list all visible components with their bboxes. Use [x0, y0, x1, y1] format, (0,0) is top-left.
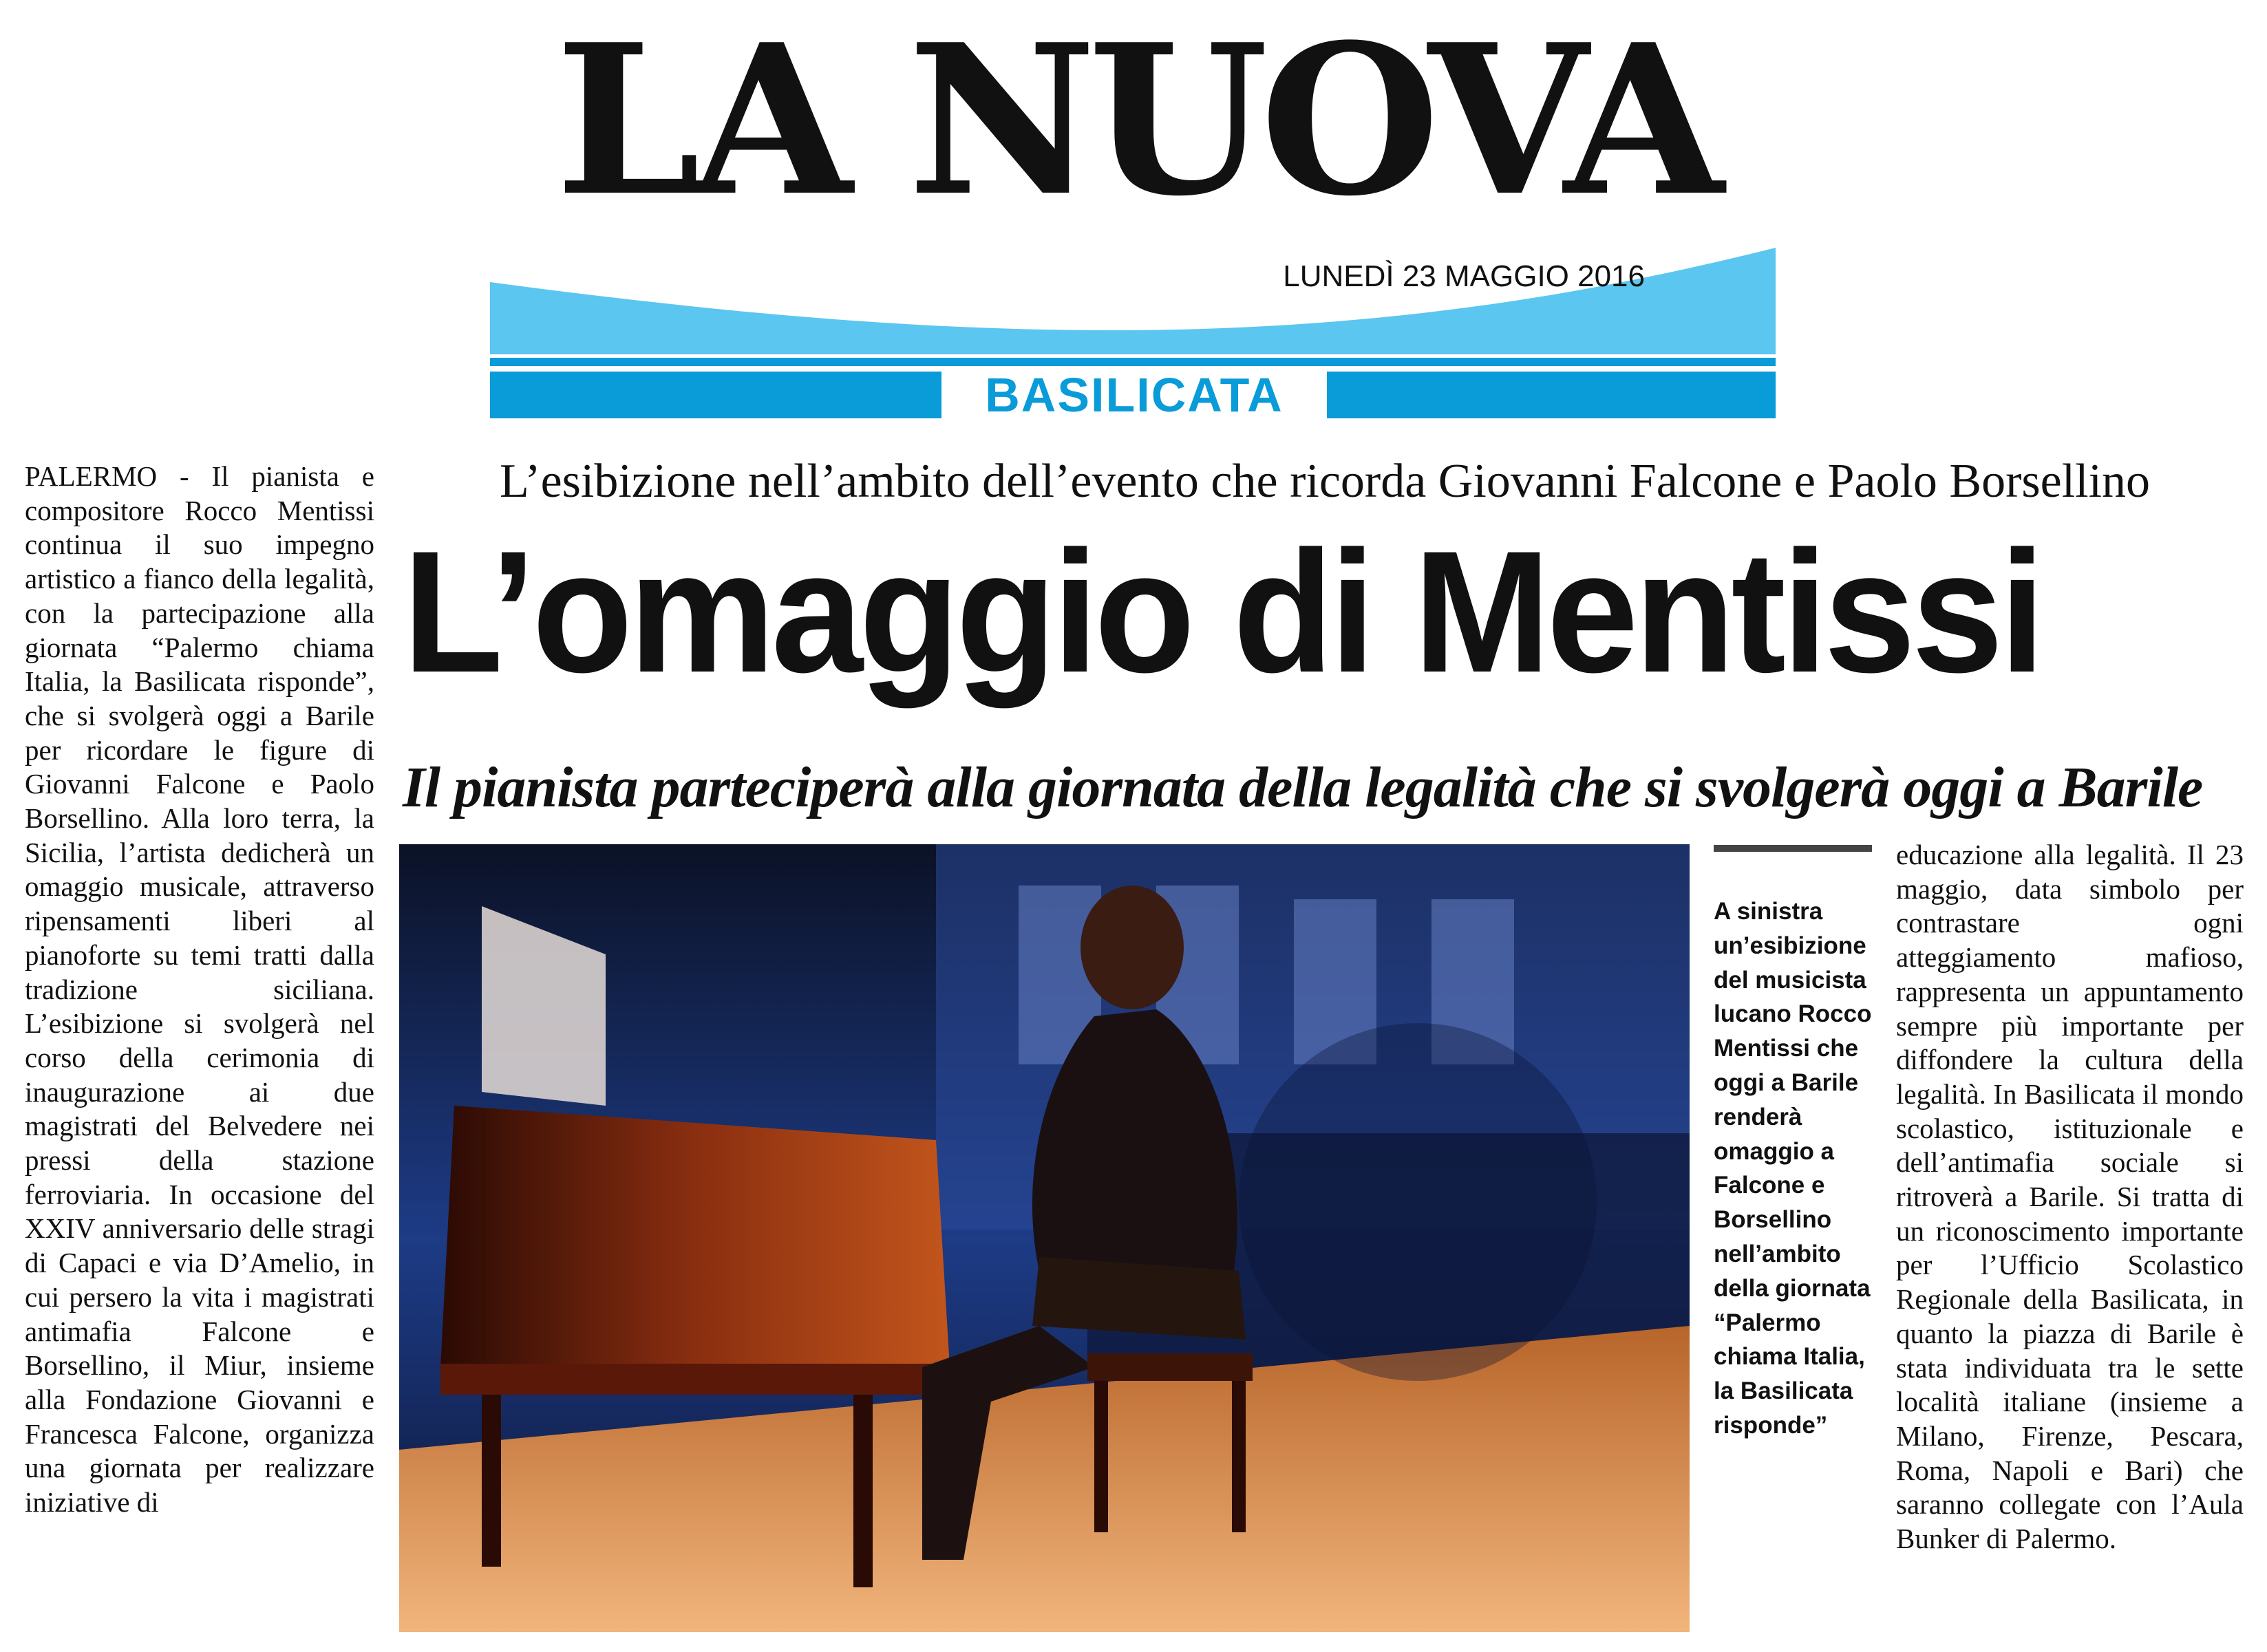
caption-rule [1714, 845, 1872, 852]
article-headline: L’omaggio di Mentissi [403, 515, 2041, 709]
publication-date: LUNEDÌ 23 MAGGIO 2016 [1283, 259, 1645, 293]
pianist-photo-illustration [399, 844, 1690, 1632]
masthead-title: LA NUOVA [555, 7, 1716, 234]
article-subhead: Il pianista parteciperà alla giornata della legalità che si svolgerà oggi a Barile [403, 755, 2203, 819]
masthead [0, 0, 2267, 427]
section-label: BASILICATA [941, 367, 1327, 423]
article-body-left: PALERMO - Il pianista e compositore Rocco Mentissi continua il suo impegno artistico a fianco della legalità, con la partecipazione alla giornata “Palermo chiama Italia, la Basilicata risponde”, che si svolgerà oggi a Barile per ricordare le figure di Giovanni Falcone e Paolo Borsellino. Alla loro terra, la Sicilia, l’artista dedicherà un omaggio musicale, attraverso ripensamenti liberi al pianoforte su temi tratti dalla tradizione siciliana. L’esibizione si svolgerà nel corso della cerimonia di inaugurazione ai due magistrati del Belvedere nei pressi della stazione ferroviaria. In occasione del XXIV anniversario delle stragi di Capaci e via D’Amelio, in cui persero la vita i magistrati antimafia Falcone e Borsellino, il Miur, insieme alla Fondazione Giovanni e Francesca Falcone, organizza una giornata per realizzare iniziative di [25, 460, 374, 1519]
article-photo [399, 844, 1690, 1632]
article-body-right: educazione alla legalità. Il 23 maggio, data simbolo per contrastare ogni atteggiamento mafioso, rappresenta un appuntamento sempre più importante per diffondere la cultura della legalità. In Basilicata il mondo scolastico, istituzionale e dell’antimafia sociale si ritroverà a Barile. Si tratta di un riconoscimento importante per l’Ufficio Scolastico Regionale della Basilicata, in quanto la piazza di Barile è stata individuata tra le sette località italiane (insieme a Milano, Firenze, Pescara, Roma, Napoli e Bari) che saranno collegate con l’Aula Bunker di Palermo. [1896, 839, 2244, 1555]
photo-caption: A sinistra un’esibizione del musicista lucano Rocco Mentissi che oggi a Barile renderà omaggio a Falcone e Borsellino nell’ambito della giornata “Palermo chiama Italia, la Basilicata risponde” [1714, 898, 1872, 1439]
article-kicker: L’esibizione nell’ambito dell’evento che ricorda Giovanni Falcone e Paolo Borsellino [499, 455, 2151, 508]
